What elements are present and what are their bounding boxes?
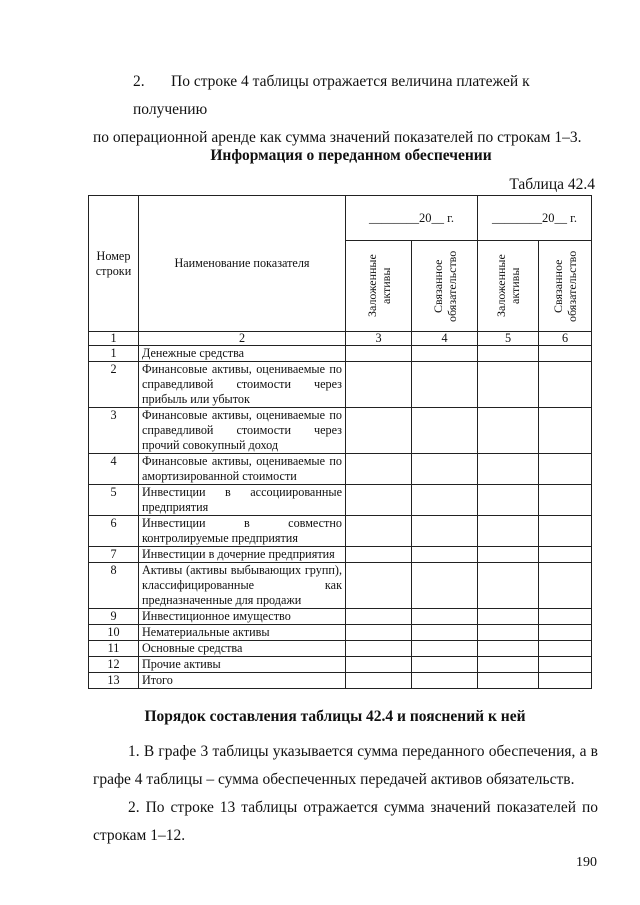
intro-line-2: по операционной аренде как сумма значений показателей по строкам 1–3. [93,129,582,146]
row-name: Основные средства [139,641,346,657]
intro-number: 2. [133,73,145,90]
table-row [89,408,592,454]
row-number: 9 [89,609,139,625]
header-pledged-assets-1: Заложенные активы [346,241,412,332]
table-title: Информация о переданном обеспечении [210,147,492,164]
table-row [89,657,592,673]
column-number: 3 [346,332,412,346]
row-name: Финансовые активы, оцениваемые по справедливой стоимости через прибыль или убыток [139,362,346,408]
header-row-number: Номер строки [89,196,139,332]
row-name: Инвестиции в ассоциированные предприятия [139,485,346,516]
row-number: 8 [89,563,139,609]
row-number: 6 [89,516,139,547]
row-name: Прочие активы [139,657,346,673]
table-row [89,625,592,641]
intro-paragraph [93,68,603,152]
row-name: Инвестиции в дочерние предприятия [139,547,346,563]
header-indicator: Наименование показателя [139,196,346,332]
row-number: 13 [89,673,139,689]
table-row [89,547,592,563]
column-number: 6 [539,332,592,346]
row-number: 7 [89,547,139,563]
paragraph-2 [93,794,598,850]
table-row [89,454,592,485]
column-number: 4 [412,332,478,346]
row-number: 11 [89,641,139,657]
paragraph-1-text: 1. В графе 3 таблицы указывается сумма переданного обеспечения, а в графе 4 таблицы – сумма обеспеченных передачей активов обязательств. [93,743,598,788]
header-period-1: ________20__ г. [346,196,478,241]
table-row [89,673,592,689]
column-number: 5 [478,332,539,346]
row-name: Инвестиционное имущество [139,609,346,625]
row-number: 1 [89,346,139,362]
row-name: Финансовые активы, оцениваемые по амортизированной стоимости [139,454,346,485]
table-row [89,609,592,625]
row-name: Денежные средства [139,346,346,362]
row-name: Активы (активы выбывающих групп), классифицированные как предназначенные для продажи [139,563,346,609]
order-title: Порядок составления таблицы 42.4 и пояснений к ней [144,708,526,725]
header-related-liability-1: Связанное обязательство [412,241,478,332]
table-number: Таблица 42.4 [509,176,595,193]
collateral-table [88,195,592,689]
table-row [89,485,592,516]
header-period-2: ________20__ г. [478,196,592,241]
table-row [89,516,592,547]
row-number: 2 [89,362,139,408]
header-related-liability-2: Связанное обязательство [539,241,592,332]
paragraph-1 [93,738,598,794]
row-number: 12 [89,657,139,673]
header-pledged-assets-2: Заложенные активы [478,241,539,332]
row-number: 10 [89,625,139,641]
table-row [89,563,592,609]
column-number: 2 [139,332,346,346]
column-number-row [89,332,592,346]
row-name: Нематериальные активы [139,625,346,641]
row-number: 5 [89,485,139,516]
page-number: 190 [576,855,597,870]
table-row [89,346,592,362]
column-number: 1 [89,332,139,346]
row-name: Инвестиции в совместно контролируемые предприятия [139,516,346,547]
row-name: Финансовые активы, оцениваемые по справедливой стоимости через прочий совокупный доход [139,408,346,454]
intro-line-1: По строке 4 таблицы отражается величина платежей к получению [133,73,530,118]
row-name: Итого [139,673,346,689]
row-number: 4 [89,454,139,485]
table-row [89,362,592,408]
row-number: 3 [89,408,139,454]
table-row [89,641,592,657]
paragraph-2-text: 2. По строке 13 таблицы отражается сумма значений показателей по строкам 1–12. [93,799,598,844]
